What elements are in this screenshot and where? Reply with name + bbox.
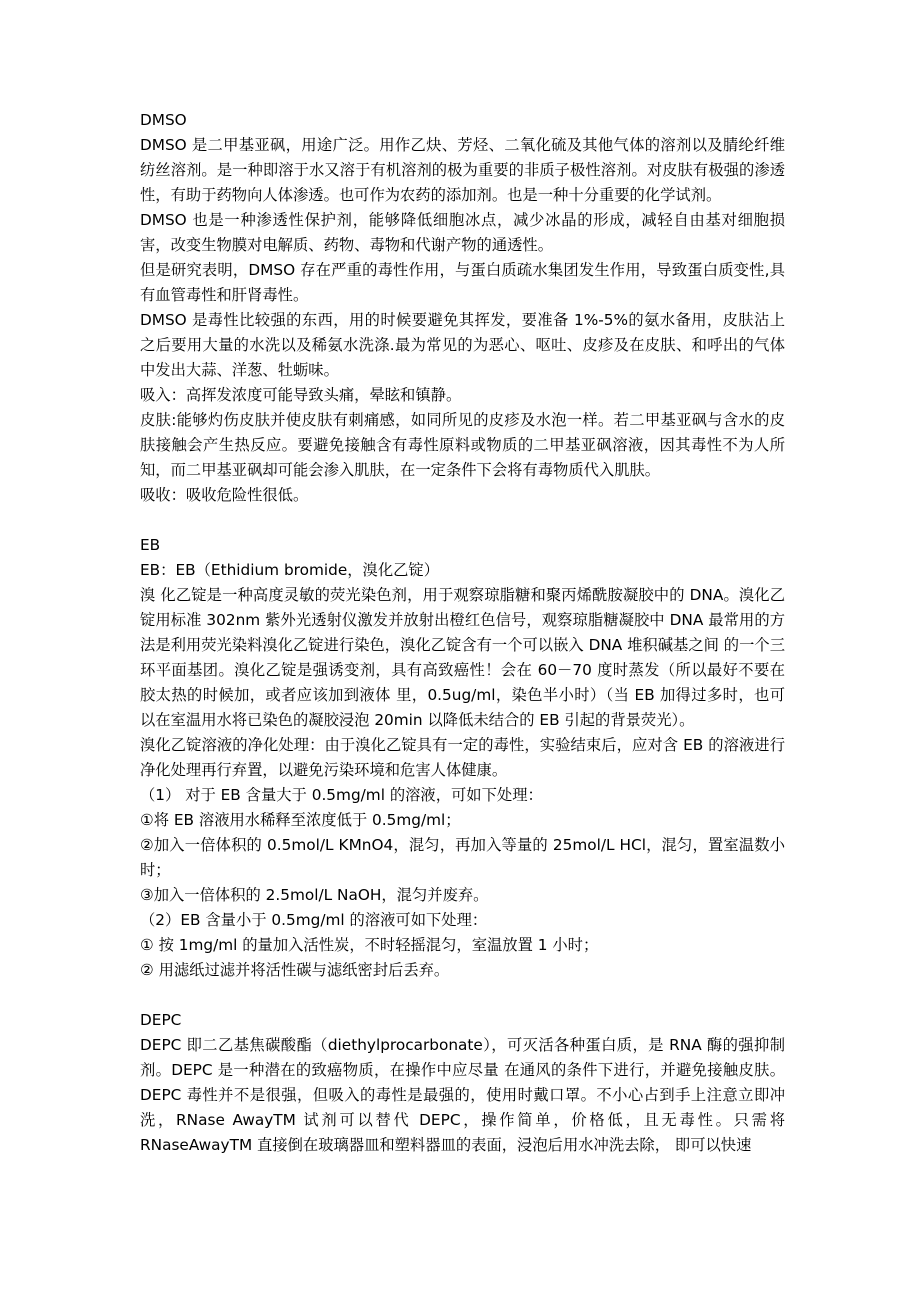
paragraph: DMSO 是二甲基亚砜，用途广泛。用作乙炔、芳烃、二氧化硫及其他气体的溶剂以及腈纶纤维纺丝溶剂。是一种即溶于水又溶于有机溶剂的极为重要的非质子极性溶剂。对皮肤有极强的渗透性，有助于药物向人体渗透。也可作为农药的添加剂。也是一种十分重要的化学试剂。 bbox=[140, 136, 785, 204]
paragraph: ③加入一倍体积的 2.5mol/L NaOH，混匀并废弃。 bbox=[140, 886, 489, 904]
paragraph: DMSO 是毒性比较强的东西，用的时候要避免其挥发，要准备 1%-5%的氨水备用，皮肤沾上之后要用大量的水洗以及稀氨水洗涤.最为常见的为恶心、呕吐、皮疹及在皮肤、和呼出的气体中发出大蒜、洋葱、牡蛎味。 bbox=[140, 311, 785, 379]
paragraph: （1） 对于 EB 含量大于 0.5mg/ml 的溶液，可如下处理： bbox=[140, 786, 543, 804]
section-heading: EB bbox=[140, 536, 161, 554]
section-dmso bbox=[140, 108, 785, 508]
paragraph: DEPC 即二乙基焦碳酸酯（diethylprocarbonate），可灭活各种蛋白质，是 RNA 酶的强抑制剂。DEPC 是一种潜在的致癌物质，在操作中应尽量 在通风的条件下进行，并避免接触皮肤。DEPC 毒性并不是很强，但吸入的毒性是最强的，使用时戴口罩。不小心占到手上注意立即冲洗，RNase AwayTM 试剂可以替代 DEPC，操作简单，价格低，且无毒性。只需将 RNaseAwayTM 直接倒在玻璃器皿和塑料器皿的表面，浸泡后用水冲洗去除， 即可以快速 bbox=[140, 1036, 785, 1154]
document-page bbox=[140, 108, 785, 1158]
section-heading: DMSO bbox=[140, 111, 187, 129]
paragraph: ② 用滤纸过滤并将活性碳与滤纸密封后丢弃。 bbox=[140, 961, 450, 979]
paragraph: ②加入一倍体积的 0.5mol/L KMnO4，混匀，再加入等量的 25mol/L HCl，混匀，置室温数小时； bbox=[140, 836, 785, 879]
paragraph: 溴化乙锭溶液的净化处理：由于溴化乙锭具有一定的毒性，实验结束后，应对含 EB 的溶液进行净化处理再行弃置，以避免污染环境和危害人体健康。 bbox=[140, 736, 785, 779]
paragraph: ① 按 1mg/ml 的量加入活性炭，不时轻摇混匀，室温放置 1 小时； bbox=[140, 936, 599, 954]
section-depc bbox=[140, 1008, 785, 1158]
paragraph: EB：EB（Ethidium bromide，溴化乙锭） bbox=[140, 561, 440, 579]
section-eb bbox=[140, 533, 785, 983]
paragraph: DMSO 也是一种渗透性保护剂，能够降低细胞冰点，减少冰晶的形成，减轻自由基对细胞损害，改变生物膜对电解质、药物、毒物和代谢产物的通透性。 bbox=[140, 211, 785, 254]
paragraph: 皮肤:能够灼伤皮肤并使皮肤有刺痛感，如同所见的皮疹及水泡一样。若二甲基亚砜与含水的皮肤接触会产生热反应。要避免接触含有毒性原料或物质的二甲基亚砜溶液，因其毒性不为人所知，而二甲基亚砜却可能会渗入肌肤，在一定条件下会将有毒物质代入肌肤。 bbox=[140, 411, 785, 479]
paragraph: 吸收：吸收危险性很低。 bbox=[140, 486, 309, 504]
paragraph: 吸入：高挥发浓度可能导致头痛，晕眩和镇静。 bbox=[140, 386, 462, 404]
paragraph: 溴 化乙锭是一种高度灵敏的荧光染色剂，用于观察琼脂糖和聚丙烯酰胺凝胶中的 DNA。溴化乙锭用标准 302nm 紫外光透射仪激发并放射出橙红色信号，观察琼脂糖凝胶中 DNA 最常用的方法是利用荧光染料溴化乙锭进行染色，溴化乙锭含有一个可以嵌入 DNA 堆积碱基之间 的一个三环平面基团。溴化乙锭是强诱变剂，具有高致癌性！会在 60－70 度时蒸发（所以最好不要在胶太热的时候加，或者应该加到液体 里，0.5ug/ml，染色半小时）（当 EB 加得过多时，也可以在室温用水将已染色的凝胶浸泡 20min 以降低未结合的 EB 引起的背景荧光）。 bbox=[140, 586, 785, 729]
paragraph: 但是研究表明，DMSO 存在严重的毒性作用，与蛋白质疏水集团发生作用，导致蛋白质变性,具有血管毒性和肝肾毒性。 bbox=[140, 261, 785, 304]
section-heading: DEPC bbox=[140, 1011, 182, 1029]
paragraph: （2）EB 含量小于 0.5mg/ml 的溶液可如下处理： bbox=[140, 911, 488, 929]
paragraph: ①将 EB 溶液用水稀释至浓度低于 0.5mg/ml； bbox=[140, 811, 461, 829]
